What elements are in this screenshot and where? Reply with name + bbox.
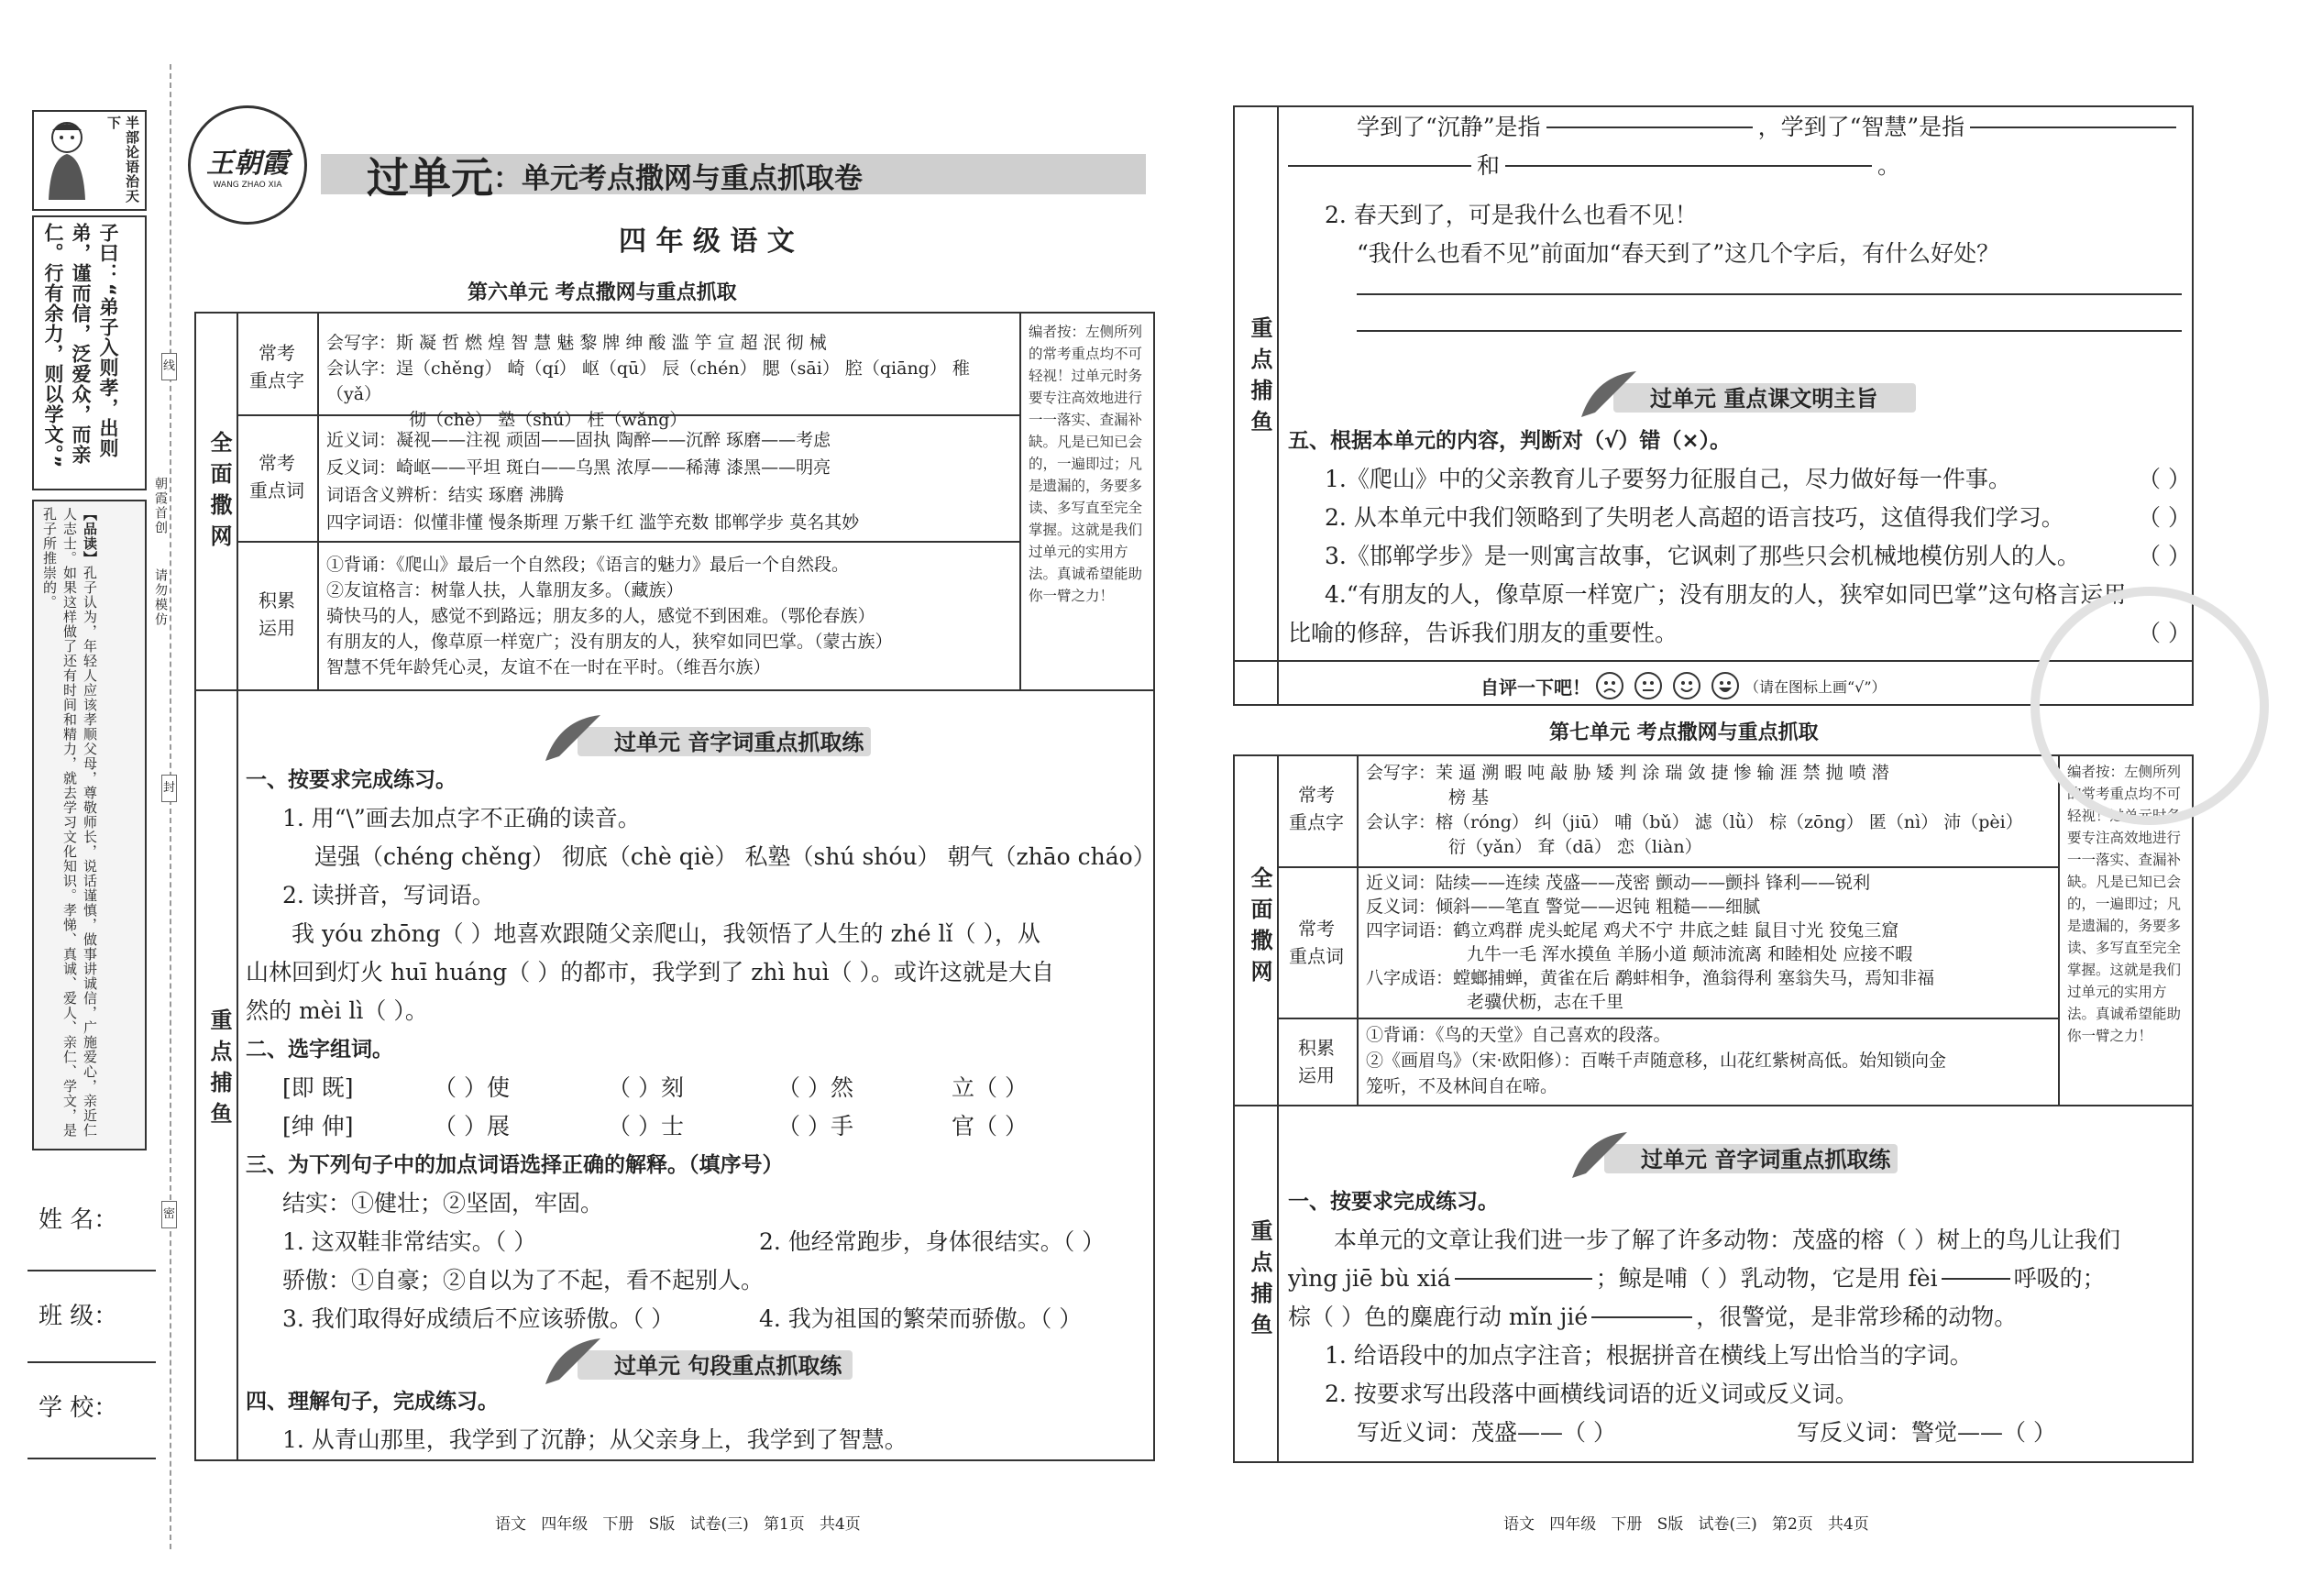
u6-r3-l2: ②友谊格言：树靠人扶，人靠朋友多。（藏族）	[326, 580, 684, 600]
u6-r1-l2: 会认字：逞（chěng） 崎（qí） 岖（qū） 辰（chén） 腮（sāi） 腔（qiāng） 稚（yǎ）	[326, 358, 970, 404]
u6-questions	[246, 761, 1156, 1338]
title-rest: ：单元考点撒网与重点抓取卷	[493, 161, 863, 195]
p2-s5-q2: 2. 从本单元中我们领略到了失明老人高超的语言技巧，这值得我们学习。	[1325, 504, 2064, 531]
u7-blank3[interactable]	[1591, 1316, 1692, 1318]
u6-r3-content	[326, 552, 1014, 680]
sidebar-quote-box	[32, 215, 147, 490]
u6-banner1	[541, 720, 871, 760]
u6-r1-l1: 会写字：斯 凝 哲 燃 煌 智 慧 魅 黎 牌 绅 酸 滥 竽 宣 超 泯 彻 械	[326, 333, 827, 353]
u7-editor-note: 编者按：左侧所列的常考重点均不可轻视！过单元时务要专注高效地进行一一落实、查漏补缺。凡是已知已会的，一遍即过；凡是遗漏的，务要多读、多写直至完全掌握。这就是我们过单元的实用方法。真诚希望能助你一臂之力！	[2067, 764, 2182, 1044]
p2-q2: 2. 春天到了，可是我什么也看不见！	[1325, 202, 1698, 228]
u6-s1-p2[interactable]: 山林回到灯火 huī huáng（ ）的都市，我学到了 zhì huì（ ）。或许这就是大自	[246, 959, 1055, 985]
u6-s1-q1: 1. 用“\”画去加点字不正确的读音。	[282, 805, 641, 831]
p2-s5-a1[interactable]: （ ）	[2138, 466, 2191, 492]
p2-s5-title: 五、根据本单元的内容，判断对（√）错（×）。	[1288, 429, 1732, 453]
u7-s1-title: 一、按要求完成练习。	[1288, 1190, 1499, 1214]
p2-blank1[interactable]	[1546, 127, 1753, 128]
u7-r1-l3: 会认字：榕（róng） 纠（jiū） 哺（bǔ） 滤（lǜ） 棕（zōng） 匿（nì） 沛（pèi）	[1366, 812, 2023, 832]
sidebar	[28, 105, 151, 1526]
u7-r3-l2: ②《画眉鸟》（宋·欧阳修）：百啭千声随意移，山花红紫树高低。始知锁向金	[1366, 1051, 1947, 1071]
u6-s2-r1-c0: [即 既]	[282, 1074, 354, 1101]
confucius-figure-icon	[39, 117, 94, 204]
u6-r3-label: 积累 运用	[259, 589, 295, 639]
footer-page2: 语文 四年级 下册 S版 试卷(三) 第2页 共4页	[1503, 1515, 1869, 1534]
u6-s2-r1-c2[interactable]: （ ）刻	[608, 1074, 684, 1101]
u6-s4-q1: 1. 从青山那里，我学到了沉静；从父亲身上，我学到了智慧。	[282, 1426, 908, 1453]
u7-p1[interactable]: 本单元的文章让我们进一步了解了许多动物：茂盛的榕（ ）树上的鸟儿让我们	[1334, 1227, 2120, 1253]
name-field[interactable]	[28, 1270, 156, 1271]
u6-r2-l2: 反义词：崎岖——平坦 斑白——乌黑 浓厚——稀薄 漆黑——明亮	[326, 457, 831, 478]
u6-s3-row1[interactable]	[246, 1223, 1149, 1261]
side-mark-2: 请勿模仿	[153, 568, 168, 627]
p2-l2[interactable]	[1288, 147, 2191, 185]
smile-face-icon[interactable]	[1673, 672, 1700, 699]
u6-r1-label: 常考 重点字	[249, 342, 304, 391]
u6-s2-r2-c2[interactable]: （ ）士	[608, 1113, 684, 1139]
u6-r2-content	[326, 426, 1014, 536]
p2-l2b: 。	[1877, 152, 1901, 179]
unit7-key-label: 重点捕鱼	[1247, 1219, 1272, 1344]
u6-s3-def1: 结实：①健壮；②坚固，牢固。	[282, 1190, 604, 1216]
u6-s2-r2-c1[interactable]: （ ）展	[434, 1113, 510, 1139]
u6-banner1-text: 过单元 音字词重点抓取练	[614, 729, 864, 755]
u6-r2-l4: 四字词语：似懂非懂 慢条斯理 万紫千红 滥竽充数 邯郸学步 莫名其妙	[326, 512, 860, 533]
u6-s3-title: 三、为下列句子中的加点词语选择正确的解释。（填序号）	[246, 1153, 784, 1177]
u6-s2-r1-c1[interactable]: （ ）使	[434, 1074, 510, 1101]
u7-r2-l5: 八字成语：螳螂捕蝉，黄雀在后 鹬蚌相争，渔翁得利 塞翁失马，焉知非福	[1366, 968, 1935, 988]
u6-s3-def2: 骄傲：①自豪；②自以为了不起，看不起别人。	[282, 1267, 765, 1293]
u7-banner	[1568, 1137, 1898, 1177]
unit6-net-label: 全面撒网	[206, 431, 232, 556]
u6-banner2-text: 过单元 句段重点抓取练	[614, 1352, 842, 1379]
u6-s2-r2-c4[interactable]: 官（ ）	[952, 1113, 1028, 1139]
p2-s5-a4[interactable]: （ ）	[2138, 620, 2191, 646]
u7-r1-content	[1366, 761, 2053, 860]
u7-p2b: ；鲸是哺（ ）乳动物，它是用 fèi	[1595, 1265, 1938, 1292]
u7-r1-label: 常考 重点字	[1289, 784, 1344, 833]
u7-p2: yìng jiē bù xiá	[1288, 1265, 1451, 1292]
u6-r1-l3: 彻（chè） 塾（shú） 枉（wǎng）	[409, 410, 688, 430]
sidebar-quote: 子曰：“弟子入则孝，出则弟，谨而信，泛爱众，而亲仁。行有余力，则以学文。”	[42, 223, 119, 469]
u6-s1-q2: 2. 读拼音，写词语。	[282, 882, 495, 908]
u6-s2-r2-c3[interactable]: （ ）手	[777, 1113, 853, 1139]
u6-r3-l3: 骑快马的人，感觉不到路远；朋友多的人，感觉不到困难。（鄂伦春族）	[326, 606, 875, 626]
p2-s5-a3[interactable]: （ ）	[2138, 543, 2191, 569]
p2-s5-q4b: 比喻的修辞，告诉我们朋友的重要性。	[1288, 620, 1678, 646]
u6-editor-note: 编者按：左侧所列的常考重点均不可轻视！过单元时务要专注高效地进行一一落实、查漏补缺。凡是已知已会的，一遍即过；凡是遗漏的，务要多读、多写直至完全掌握。这就是我们过单元的实用方法。真诚希望能助你一臂之力！	[1029, 324, 1143, 604]
u7-q2: 2. 按要求写出段落中画横线词语的近义词或反义词。	[1325, 1381, 1858, 1407]
p2-l1b: ，学到了“智慧”是指	[1757, 114, 1965, 140]
school-label: 学 校：	[39, 1394, 118, 1422]
u6-r2-l1: 近义词：凝视——注视 顽固——固执 陶醉——沉醉 琢磨——考虑	[326, 430, 831, 450]
u7-r2-l3: 四字词语：鹤立鸡群 虎头蛇尾 鸡犬不宁 井底之蛙 鼠目寸光 狡兔三窟	[1366, 920, 1899, 941]
u6-s4-title: 四、理解句子，完成练习。	[246, 1390, 499, 1414]
self-eval-label: 自评一下吧！	[1480, 676, 1590, 699]
unit7-net-label: 全面撒网	[1247, 866, 1272, 991]
u7-q2b[interactable]: 写反义词：警觉——（ ）	[1797, 1419, 2056, 1446]
sidebar-reading-box	[32, 500, 147, 1150]
school-field[interactable]	[28, 1458, 156, 1459]
u7-r2-l1: 近义词：陆续——连续 茂盛——茂密 颤动——颤抖 锋利——锐利	[1366, 873, 1871, 893]
sidebar-reading-label: 【品读】	[82, 507, 98, 566]
u6-s2-r1-c4[interactable]: 立（ ）	[952, 1074, 1028, 1101]
u6-s2-title: 二、选字组词。	[246, 1038, 393, 1062]
p2-l1[interactable]	[1288, 108, 2191, 147]
u6-r3-l4: 有朋友的人，像草原一样宽广；没有朋友的人，狭窄如同巴掌。（蒙古族）	[326, 632, 893, 652]
sad-face-icon[interactable]	[1596, 672, 1623, 699]
fold-mark-1: 线	[161, 353, 177, 380]
logo-sub: WANG ZHAO XIA	[213, 181, 282, 190]
p2-s5-row2[interactable]	[1288, 499, 2191, 537]
u7-p3: 棕（ ）色的麋鹿行动 mǐn jié	[1288, 1304, 1589, 1330]
logo-text: 王朝霞	[206, 148, 289, 180]
p2-answer-line2[interactable]	[1357, 330, 2182, 332]
neutral-face-icon[interactable]	[1634, 672, 1662, 699]
u7-r2-content	[1366, 871, 2053, 1014]
p2-l1a: 学到了“沉静”是指	[1357, 114, 1541, 140]
u7-blank2[interactable]	[1942, 1278, 2010, 1280]
sidebar-top-box	[32, 110, 147, 211]
u7-blank1[interactable]	[1455, 1278, 1592, 1280]
u6-r3-l5: 智慧不凭年龄凭心灵，友谊不在一时在平时。（维吾尔族）	[326, 657, 771, 677]
p2-s5-row1[interactable]	[1288, 460, 2191, 499]
unit6-key-label: 重点捕鱼	[206, 1008, 232, 1133]
u6-banner2	[541, 1343, 853, 1383]
fold-mark-3: 密	[161, 1201, 177, 1228]
sidebar-reading	[39, 507, 100, 1144]
self-eval	[1480, 667, 1887, 704]
u7-banner-text: 过单元 音字词重点抓取练	[1641, 1146, 1891, 1172]
watermark-seal	[2030, 587, 2269, 825]
footer-page1: 语文 四年级 下册 S版 试卷(三) 第1页 共4页	[495, 1515, 861, 1534]
class-label: 班 级：	[39, 1303, 118, 1330]
u7-r1-l2: 榜 基	[1448, 787, 1490, 808]
u6-s2-r1-c3[interactable]: （ ）然	[777, 1074, 853, 1101]
p2-l2a: 和	[1477, 152, 1501, 179]
self-eval-hint: （请在图标上画“√”）	[1744, 677, 1887, 696]
u7-r2-l6: 老骥伏枥，志在千里	[1467, 992, 1624, 1012]
u7-r3-label: 积累 运用	[1298, 1037, 1335, 1086]
p2-s5-q4a: 4.“有朋友的人，像草原一样宽广；没有朋友的人，狭窄如同巴掌”这句格言运用	[1325, 581, 2127, 608]
u6-r2-l3: 词语含义辨析：结实 琢磨 沸腾	[326, 485, 565, 505]
name-label: 姓 名：	[39, 1206, 118, 1234]
p2-s5-a2[interactable]: （ ）	[2138, 504, 2191, 531]
p2-q2b: “我什么也看不见”前面加“春天到了”这几个字后，有什么好处？	[1357, 240, 2000, 267]
u7-questions	[1288, 1183, 2191, 1452]
u6-s2-r2-c0: [绅 伸]	[282, 1113, 354, 1139]
p2-blank2[interactable]	[1970, 127, 2176, 128]
u7-r1-l4: 衍（yǎn） 耷（dā） 恋（liàn）	[1448, 837, 1702, 857]
u6-s3-q4[interactable]: 4. 我为祖国的繁荣而骄傲。（ ）	[759, 1305, 1083, 1332]
title-big: 过单元	[367, 153, 493, 203]
p2-s5-row3[interactable]	[1288, 537, 2191, 576]
p2-questions	[1288, 108, 2191, 332]
u7-r3-content	[1366, 1022, 2053, 1099]
p2-banner3-text: 过单元 重点课文明主旨	[1650, 385, 1878, 412]
u7-r3-l1: ①背诵：《鸟的天堂》自己喜欢的段落。	[1366, 1025, 1671, 1045]
u6-r3-l1: ①背诵：《爬山》最后一个自然段；《语言的魅力》最后一个自然段。	[326, 555, 850, 575]
p2-banner3	[1577, 376, 1916, 416]
u7-q2a[interactable]: 写近义词：茂盛——（ ）	[1357, 1419, 1616, 1446]
fold-mark-2: 封	[161, 775, 177, 802]
page-title	[367, 145, 863, 205]
u7-r3-l3: 笼听，不及林间自在啼。	[1366, 1076, 1558, 1096]
class-field[interactable]	[28, 1361, 156, 1363]
u6-s1-title: 一、按要求完成练习。	[246, 768, 457, 792]
grade-title: 四 年 级 语 文	[619, 226, 795, 258]
u7-q2-row[interactable]	[1288, 1414, 2191, 1452]
u6-r1-content	[326, 330, 1014, 433]
sidebar-reading-text: 孔子认为，年轻人应该孝顺父母，尊敬师长，说话谨慎，做事讲诚信，广施爱心，亲近仁人志士。如果这样做了还有时间和精力，就去学习文化知识。孝悌、真诚、爱人、亲仁、学文，是孔子所推崇的。	[41, 507, 98, 1138]
u6-r2-label: 常考 重点词	[249, 452, 304, 501]
u7-r1-l1: 会写字：茉 逼 溯 暇 吨 敲 胁 矮 判 涂 瑞 敛 捷 惨 输 涯 禁 抛 喷 潜	[1366, 763, 1889, 783]
u7-q1: 1. 给语段中的加点字注音；根据拼音在横线上写出恰当的字词。	[1325, 1342, 1973, 1369]
u7-r2-l4: 九牛一毛 浑水摸鱼 羊肠小道 颠沛流离 和睦相处 应接不暇	[1467, 944, 1913, 964]
unit6-title: 第六单元 考点撒网与重点抓取	[468, 281, 737, 304]
u6-s3-q3[interactable]: 3. 我们取得好成绩后不应该骄傲。（ ）	[282, 1305, 675, 1332]
u6-s2-row1[interactable]	[246, 1069, 1149, 1107]
u7-p2-line[interactable]	[1288, 1260, 2191, 1298]
p2-key-label: 重点捕鱼	[1247, 316, 1272, 441]
sidebar-top-label: 半部论语治天下	[105, 116, 140, 204]
u6-s4	[246, 1382, 1149, 1459]
u6-s3-row2[interactable]	[246, 1300, 1149, 1338]
side-mark-1: 朝霞首创	[153, 477, 168, 535]
fold-line	[170, 64, 171, 1549]
p2-s5	[1288, 422, 2191, 653]
u6-s3-q2[interactable]: 2. 他经常跑步，身体很结实。（ ）	[759, 1228, 1106, 1255]
p2-blank4[interactable]	[1505, 165, 1872, 167]
p2-s5-q1: 1.《爬山》中的父亲教育儿子要努力征服自己，尽力做好每一件事。	[1325, 466, 2011, 492]
u7-p2c: 呼吸的；	[2013, 1265, 2106, 1292]
u6-s1-p1[interactable]: 我 yóu zhōng（ ）地喜欢跟随父亲爬山，我领悟了人生的 zhé lǐ（ ），从	[292, 920, 1040, 947]
p2-answer-line1[interactable]	[1357, 293, 2182, 295]
u6-s3-q1[interactable]: 1. 这双鞋非常结实。（ ）	[282, 1228, 537, 1255]
unit7-title: 第七单元 考点撒网与重点抓取	[1549, 721, 1819, 744]
u7-p3b: ，很警觉，是非常珍稀的动物。	[1696, 1304, 2018, 1330]
u7-r2-l2: 反义词：倾斜——笔直 警觉——迟钝 粗糙——细腻	[1366, 897, 1761, 917]
u6-s1-p3[interactable]: 然的 mèi lì（ ）。	[246, 997, 428, 1024]
laugh-face-icon[interactable]	[1711, 672, 1739, 699]
p2-blank3[interactable]	[1288, 165, 1471, 167]
logo	[188, 105, 307, 225]
p2-s5-q3: 3.《邯郸学步》是一则寓言故事，它讽刺了那些只会机械地模仿别人的人。	[1325, 543, 2080, 569]
u6-s2-row2[interactable]	[246, 1107, 1149, 1146]
u7-r2-label: 常考 重点词	[1289, 918, 1344, 967]
u6-s1-q1-opts: 逞强（chéng chěng） 彻底（chè qiè） 私塾（shú shóu） 朝气（zhāo cháo）	[314, 843, 1156, 870]
u7-p3-line[interactable]	[1288, 1298, 2191, 1337]
